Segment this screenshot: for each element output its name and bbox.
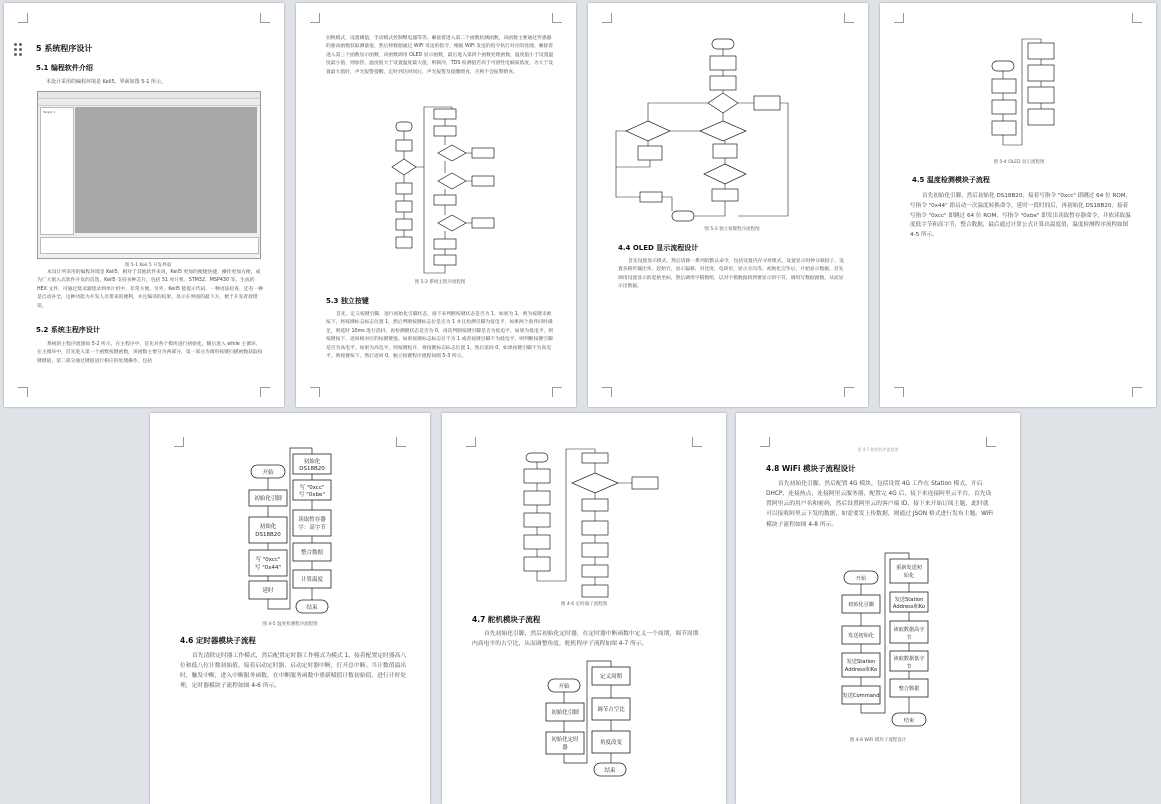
flow-node-end: 结束 <box>903 718 915 724</box>
heading-2: 4.7 舵机模块子流程 <box>472 615 541 624</box>
flow-node-init-pin: 初始化引脚 <box>254 496 282 502</box>
flow-node-read-high: 读取数据高字 <box>893 627 925 633</box>
drag-handle-icon[interactable] <box>14 43 24 57</box>
body-text: 首先，定义按键引脚，进行初始化引脚状态，接下来判断按键状态是否为 1，如果为 1，则为按键未被按下，将按键标志标志位置 1，然后判断按键标志位是否为 1 并且检测引脚为低电平，如果两个条件同时满足，则延时 10ms 进行消抖，再检测键状态是否为 0，再次判断按键引脚是否为低电平，如果为低电平，则按键按下，返回相对应的按键键值。如果按键标志标志位不为 1 或者按键引脚不为低电平，则判断按键引脚是否为高电平，如果为高电平，则按键松开，将按键标志标志位置 1，然后返回 0，如果按键引脚不为高电平，则按键按下，然后返回 0，独立按键程序流程如图 5-3 所示。 <box>326 312 554 359</box>
intro-text: 本设计采用的编程环境是 Keil5，界面如图 5-1 所示。 <box>46 79 167 85</box>
body-text: 首先设置显示模式，然后清除一系列的默认命令，包括设置内存寻址模式，设置显示时钟分频因子，设置多路传输比率，起始行，显示偏移，对比度，电荷泵，显示方向等。初始化完毕后，开始显示数据，首先调用设置显示的起始坐标，然后调用字模数组，以对字模数据找到要显示的字符，调用写数据函数，从而显示出数据。 <box>618 259 844 290</box>
crop-mark <box>18 13 28 23</box>
crop-mark <box>260 387 270 397</box>
flow-node-station-addr: 发送Station <box>894 597 924 603</box>
flow-node-start: 开始 <box>855 576 867 582</box>
flow-node-read-high: 节 <box>906 635 912 641</box>
flow-node-write-cc2: 写 "0xcc" <box>299 485 325 491</box>
flow-node-start: 开始 <box>558 684 570 690</box>
flow-node-resend: 重新发送初 <box>896 565 922 571</box>
flow-node-delay: 延时 <box>262 588 274 594</box>
flow-node-resend: 始化 <box>903 573 915 579</box>
page-6 <box>442 413 726 804</box>
ide-project-panel <box>40 107 74 235</box>
page-1 <box>4 3 284 407</box>
body-text: 切换模式，设置阈值，手动模式控制继电器等等。紧接着进入第二个函数检测函数，该函数主要通过传感器的驱动函数获取测量值，然后将数据通过 WiFi 发送的指令，根据 WiFi 发送的指令执行对应的处理。紧接着进入第三个函数显示函数，该函数调用 OLED 显示函数，最后进入第四个函数处理函数，温度值小于设置温度最小值，则加热，温度值大于设置温度最大值，则制冷，TDS 检测值若高于可溶性电解质浓度，为大于设置最大值时，声光报警提醒，定时到达时间后，声光报警及提醒喂食，否则不会报警喂食。 <box>326 36 554 75</box>
flow-node-calc: 计算温度 <box>300 577 324 583</box>
flow-node-merge: 整合数据 <box>300 550 324 556</box>
flow-node-start: 开始 <box>262 470 274 476</box>
wifi-flowchart <box>736 413 1020 804</box>
body-text: 首先初始化引脚，然后配置 4G 模块，包括设置 4G 工作在 Station 模式，开启 DHCP、连接热点、连接阿里云服务器，配置完 4G 后，接下来连接阿里云平台，首先设置阿里云的用户名和密码，然后设置阿里云的客户端 ID，接下来开始订阅主题，此时就可以接收阿里云下发的数据，如需要发上传数据，则通过 JSON 格式进行发布主题。WiFi 模块子流程如图 4-8 所示。 <box>766 481 993 528</box>
page-5 <box>150 413 430 804</box>
heading-2: 4.4 OLED 显示流程设计 <box>618 244 699 252</box>
flow-node-send-init: 发送初始化 <box>848 633 874 639</box>
ide-toolbar <box>38 99 260 106</box>
flow-node-init-ds2: 初始化 <box>303 459 321 465</box>
heading-2: 4.5 温度检测模块子流程 <box>912 176 990 184</box>
page-4 <box>880 3 1156 407</box>
flow-node-station-addr: Address和Ko <box>892 604 926 610</box>
heading-2: 4.8 WiFi 模块子流程设计 <box>766 464 856 473</box>
figure-caption: 图 4-6 定时器子流程图 <box>560 602 608 607</box>
heading-2: 5.1 编程软件介绍 <box>36 64 93 72</box>
flow-node-init-ds: 初始化 <box>259 524 277 530</box>
figure-caption: 图 4-5 温度检测程序流程图 <box>262 622 318 627</box>
button-flowchart <box>588 3 868 407</box>
heading-1: 5 系统程序设计 <box>36 44 93 53</box>
flow-node-end: 结束 <box>604 768 616 774</box>
flow-node-write-be: 写 "0xbe" <box>299 492 325 498</box>
body-text: 首先初始化引脚，然后初始化定时器，在定时器中断函数中定义一个周期，调节周期内高电平的占空比，从而调整角度，舵机程序子流程如图 4-7 所示。 <box>472 631 699 648</box>
flow-node-send-station: 发送Station <box>846 659 876 665</box>
crop-mark <box>18 387 28 397</box>
flow-node-read-low: 节 <box>906 664 912 670</box>
page-7 <box>736 413 1020 804</box>
crop-mark <box>260 13 270 23</box>
heading-2: 4.6 定时器模块子流程 <box>180 636 256 645</box>
flow-node-duty: 调节占空比 <box>597 707 625 713</box>
body-text: 首先初始化引脚，然后初始化 DS18B20，接着写指令 "0xcc" 即跳过 64 位 ROM，写指令 "0x44" 即启动一次温度转换命令，延时一段时间后，再初始化 DS18B20，接着写指令 "0xcc" 即跳过 64 位 ROM，写指令 "0xbe" 即发出读取暂存器命令，并依读取温度低字节和高字节，整合数据，最后通过计算公式计算出温度值，温度检测程序流程如图 4-5 所示。 <box>910 193 1132 239</box>
heading-3: 5.2 系统主程序设计 <box>36 326 100 334</box>
servo-flowchart <box>442 413 726 804</box>
flow-node-merge: 整合数据 <box>898 686 920 692</box>
flow-node-init-ds: DS18B20 <box>255 532 281 538</box>
flow-node-end: 结束 <box>306 605 318 611</box>
body-text: 本设计所采用的编程环境是 Keil5，相对于其他软件来说，Keil5 更加的便捷快捷，操作更加方便，成为广大嵌入式软件开发的首选，Keil5 支持多种芯片，包括 51 单片机、STM32、MSP430 等。生成的 HEX 文件，可通过烧录器烧录到单片机中，非常方便。另外，Keil5 能提示代码、一种语法检查、还有一种是自动补全，这种功能为开发人员带来的便利，并且编译的结果，显示在界面的最下方，便于开发者找错误。 <box>37 270 264 309</box>
ide-tree-item: Target 1 <box>43 110 56 114</box>
figure-caption: 图 5-1 Keil 5 开发界面 <box>124 263 172 268</box>
figure-caption-top: 图 4-7 舵机程序流程图 <box>857 447 899 452</box>
figure-caption: 图 5-4 OLED 显示流程图 <box>993 160 1045 165</box>
ide-screenshot <box>37 91 261 259</box>
body-text: 首先清除定时器工作模式，然后配置定时器工作模式为模式 1，接着配置定时器高八位和低八位计数初始值，接着启动定时器，启动定时器中断，打开总中断。当计数值溢出时，触发中断，进入中断服务函数，在中断服务函数中重新赋值计数初始值，进行计时处理，定时器模块子流程如图 4-6 所示。 <box>180 653 407 690</box>
figure-caption: 图 5-3 独立按键程序流程图 <box>704 227 760 232</box>
page-3 <box>588 3 868 407</box>
figure-caption: 图 4-8 WiFi 模块子流程设计 <box>849 738 907 743</box>
body-text: 系统的主程序流图如 5-2 所示，在主程序中，首先对各个模块进行初始化，随后进入 while 主循环，在主循环中，首先进入第一个函数按键函数，该函数主要分为两部分，第一部分为调用按键扫描函数获取按键键值，第二部分通过键值进行相应的处理操作，包括 <box>37 342 263 364</box>
flow-node-init-timer: 初始化定时 <box>551 737 579 743</box>
ide-editor-area <box>75 107 257 233</box>
flow-node-read-low: 读取数据低字 <box>893 656 925 662</box>
page-2 <box>296 3 576 407</box>
ide-output-panel <box>40 237 259 254</box>
flow-node-init-pin: 初始化引脚 <box>848 602 874 608</box>
flow-node-send-station: Address和Ko <box>844 667 878 673</box>
flow-node-init-pin: 初始化引脚 <box>551 710 579 716</box>
flow-node-init-timer: 器 <box>562 745 568 751</box>
flow-node-angle: 角度改变 <box>599 740 623 746</box>
flow-node-write-44: 写 "0x44" <box>254 565 282 571</box>
figure-caption: 图 5-2 系统主程序流程图 <box>414 280 466 285</box>
flow-node-write-cc: 写 "0xcc" <box>255 557 281 563</box>
flow-node-init-ds2: DS18B20 <box>299 466 325 472</box>
flow-node-read: 字：高字节 <box>298 525 326 531</box>
flow-node-read: 读取暂存器 <box>298 517 326 523</box>
flow-node-send-command: 发送Command <box>842 693 880 699</box>
flow-node-define-period: 定义周期 <box>599 674 623 680</box>
ide-menu-bar <box>38 92 260 99</box>
heading-2: 5.3 独立按键 <box>326 297 369 305</box>
temperature-flowchart <box>150 413 430 804</box>
